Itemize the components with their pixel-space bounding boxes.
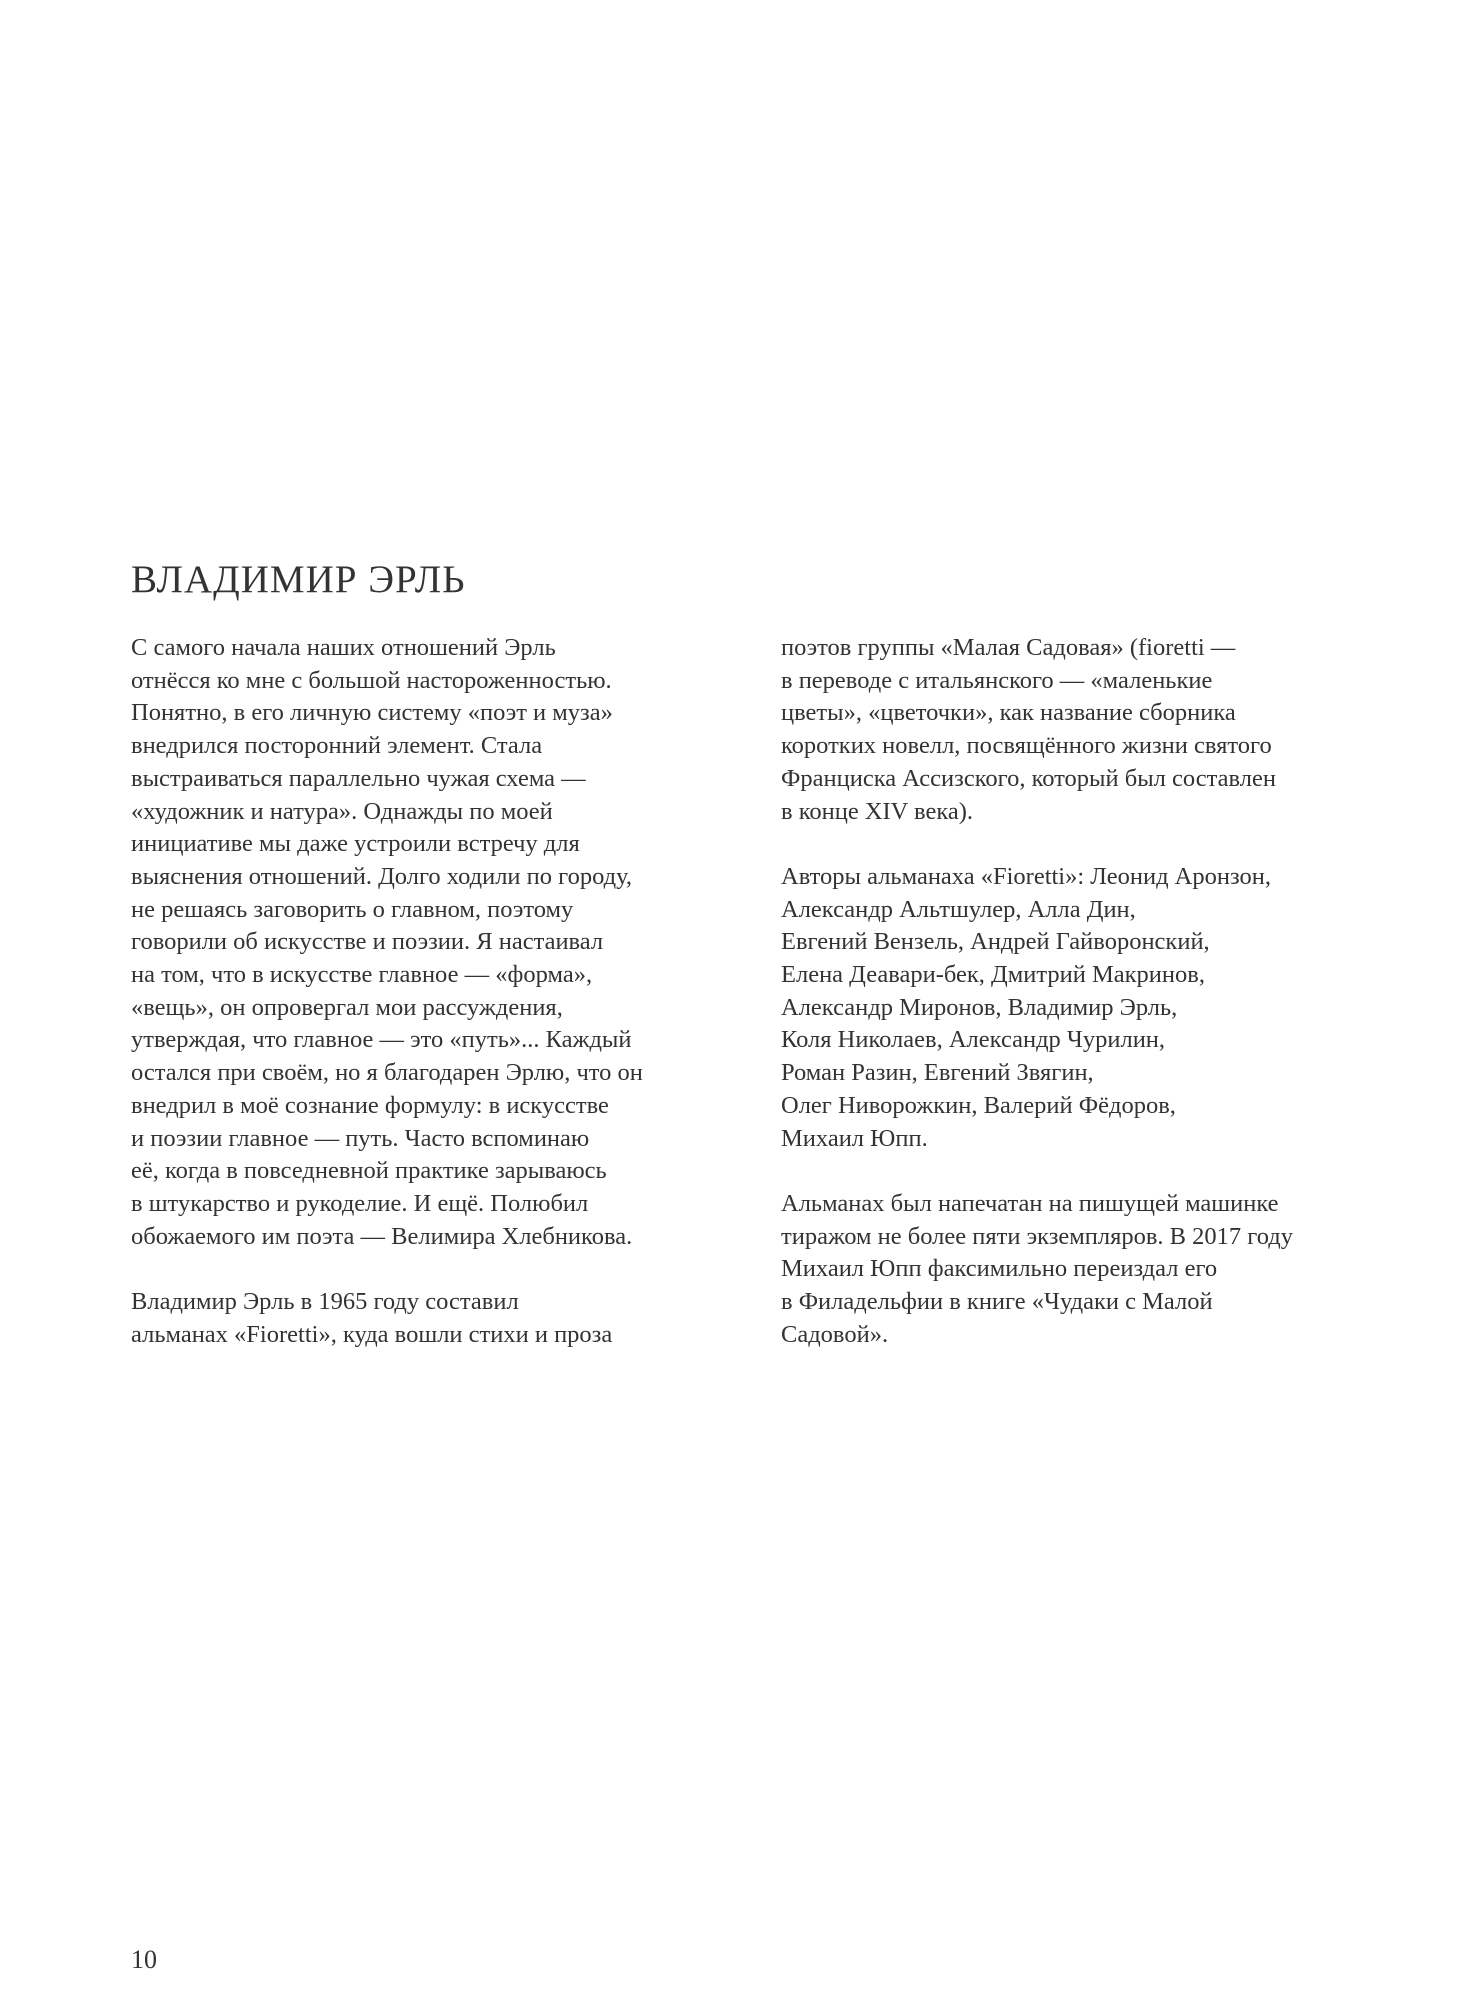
text-line: в конце XIV века). <box>781 797 974 825</box>
text-line: коротких новелл, посвящённого жизни святого <box>781 732 1272 760</box>
text-line: её, когда в повседневной практике зарываюсь <box>131 1157 607 1185</box>
text-line: утверждая, что главное — это «путь»... Каждый <box>131 1026 632 1054</box>
text-line: и поэзии главное — путь. Часто вспоминаю <box>131 1124 590 1152</box>
text-line: тиражом не более пяти экземпляров. В 2017 году <box>781 1222 1293 1250</box>
text-line: «художник и натура». Однажды по моей <box>131 797 553 825</box>
page-heading: ВЛАДИМИР ЭРЛЬ <box>131 558 466 601</box>
text-line: поэтов группы «Малая Садовая» (fioretti — <box>781 634 1236 661</box>
text-line: остался при своём, но я благодарен Эрлю, что он <box>131 1059 643 1087</box>
text-line: на том, что в искусстве главное — «форма», <box>131 961 593 989</box>
text-line: Олег Ниворожкин, Валерий Фёдоров, <box>781 1091 1176 1119</box>
text-line: Елена Деавари-бек, Дмитрий Макринов, <box>781 961 1205 989</box>
text-line: «вещь», он опровергал мои рассуждения, <box>131 993 563 1021</box>
text-line: Коля Николаев, Александр Чурилин, <box>781 1026 1166 1054</box>
text-line: инициативе мы даже устроили встречу для <box>131 830 580 858</box>
text-line: Роман Разин, Евгений Звягин, <box>781 1059 1094 1087</box>
text-line: Александр Альтшулер, Алла Дин, <box>781 895 1136 923</box>
text-line: Понятно, в его личную систему «поэт и муза» <box>131 699 613 727</box>
text-line: говорили об искусстве и поэзии. Я настаивал <box>131 928 604 956</box>
text-line: Владимир Эрль в 1965 году составил <box>131 1288 519 1316</box>
text-line: Альманах был напечатан на пишущей машинке <box>781 1189 1279 1217</box>
text-line: Франциска Ассизского, который был составлен <box>781 764 1276 792</box>
text-line: обожаемого им поэта — Велимира Хлебникова. <box>131 1222 633 1250</box>
text-line: Авторы альманаха «Fioretti»: Леонид Аронзон, <box>781 862 1272 890</box>
text-line: выяснения отношений. Долго ходили по городу, <box>131 862 633 890</box>
text-line: внедрился посторонний элемент. Стала <box>131 732 543 760</box>
text-line: в переводе с итальянского — «маленькие <box>781 666 1213 694</box>
paragraph <box>781 1188 1401 1352</box>
paragraph <box>781 861 1401 1155</box>
page-number: 10 <box>131 1945 157 1974</box>
text-line: С самого начала наших отношений Эрль <box>131 634 556 661</box>
text-line: альманах «Fioretti», куда вошли стихи и проза <box>131 1320 613 1348</box>
text-line: Евгений Вензель, Андрей Гайворонский, <box>781 928 1210 956</box>
left-column <box>131 632 751 1384</box>
text-line: не решаясь заговорить о главном, поэтому <box>131 895 574 923</box>
text-line: Садовой». <box>781 1320 889 1348</box>
text-line: внедрил в моё сознание формулу: в искусстве <box>131 1091 609 1119</box>
paragraph <box>131 1286 751 1351</box>
text-line: цветы», «цветочки», как название сборника <box>781 699 1236 727</box>
text-line: в Филадельфии в книге «Чудаки с Малой <box>781 1288 1213 1316</box>
text-line: в штукарство и рукоделие. И ещё. Полюбил <box>131 1189 589 1217</box>
text-line: отнёсся ко мне с большой настороженностью. <box>131 666 612 694</box>
text-line: Михаил Юпп. <box>781 1124 928 1152</box>
paragraph <box>781 632 1401 828</box>
text-line: Михаил Юпп факсимильно переиздал его <box>781 1255 1218 1283</box>
paragraph <box>131 632 751 1253</box>
right-column <box>781 632 1401 1384</box>
text-line: Александр Миронов, Владимир Эрль, <box>781 993 1178 1021</box>
text-line: выстраиваться параллельно чужая схема — <box>131 764 586 792</box>
